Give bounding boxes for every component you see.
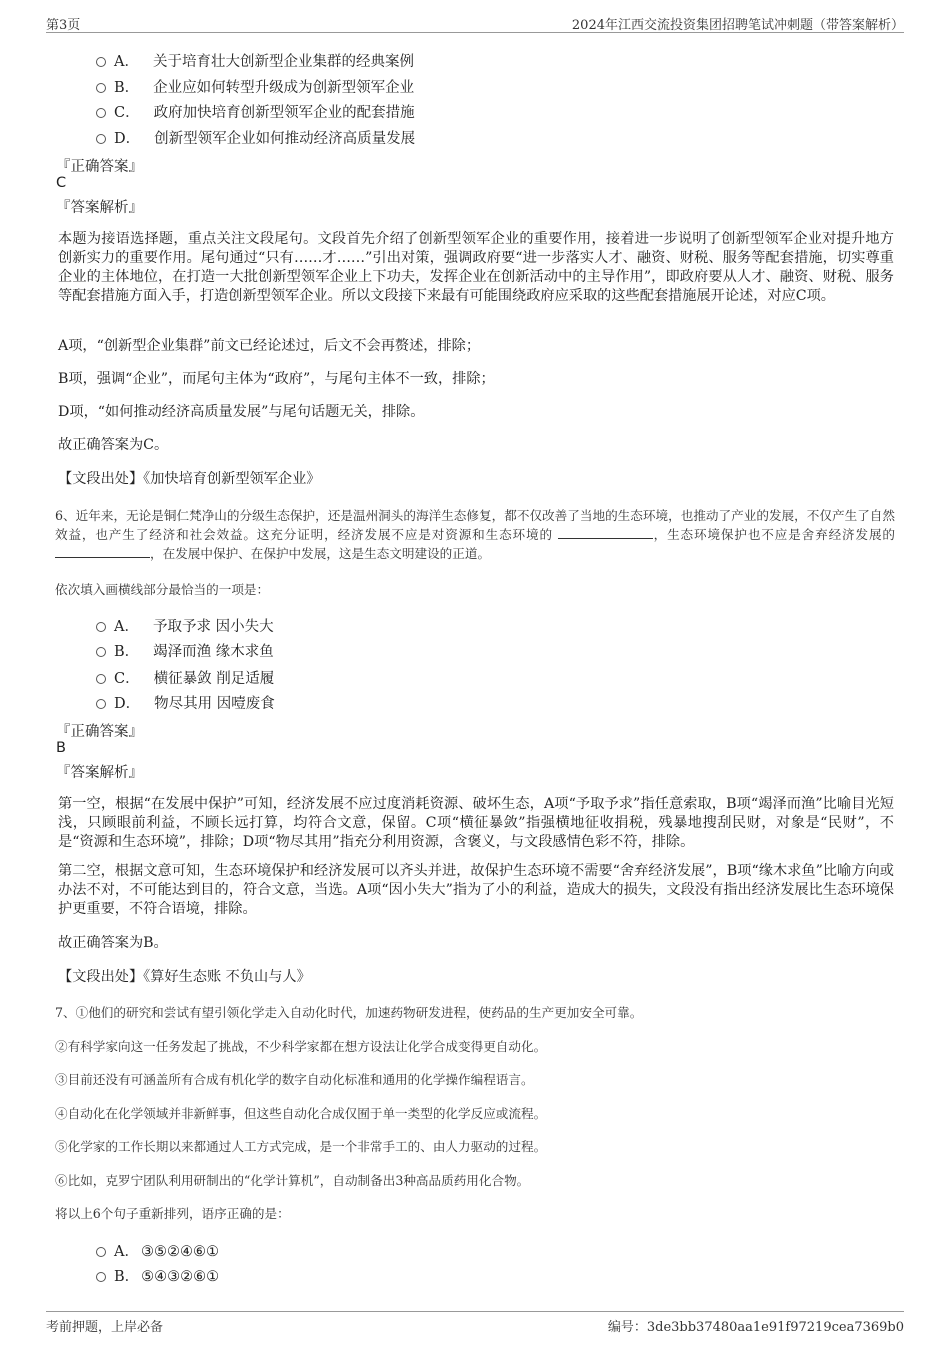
radio-icon[interactable]: [96, 1272, 106, 1282]
q7-option-b[interactable]: B． ⑤④③②⑥①: [96, 1265, 219, 1286]
q5-answer: C: [56, 175, 67, 191]
q5-analysis-paragraph: B项，强调“企业”，而尾句主体为“政府”，与尾句主体不一致，排除；: [58, 371, 495, 387]
q6-analysis-paragraph: 第二空，根据文意可知，生态环境保护和经济发展可以齐头并进，故保护生态环境不需要“舍弃经济发展”，B项“缘木求鱼”比喻方向或办法不对，不可能达到目的，符合文意，当选。A项“因小失大”指为了小的利益，造成大的损失，文段没有指出经济发展比生态环境保护更重要，不符合语境，排除。: [58, 863, 894, 917]
q5-analysis-paragraph: A项，“创新型企业集群”前文已经论述过，后文不会再赘述，排除；: [58, 338, 481, 354]
page-footer: [46, 1311, 904, 1336]
q6-stem: 6、近年来，无论是铜仁梵净山的分级生态保护，还是温州洞头的海洋生态修复，都不仅改善了当地的生态环境，也推动了产业的发展，不仅产生了自然效益，也产生了经济和社会效益。这充分证明，经济发展不应是对资源和生态环境的 ，生态环境保护也不应是舍弃经济发展的 ，在发展中保护、在保护中发展，这是生态文明建设的正道。: [55, 508, 896, 561]
q7-sentence: ④自动化在化学领域并非新鲜事，但这些自动化合成仅囿于单一类型的化学反应或流程。: [55, 1106, 547, 1121]
q7-option-a[interactable]: A． ③⑤②④⑥①: [96, 1240, 219, 1261]
q6-option-d[interactable]: D． 物尽其用 因噎废食: [96, 692, 275, 713]
page-number: 第3页: [46, 18, 81, 33]
fill-blank: [558, 526, 653, 539]
q5-option-d[interactable]: D． 创新型领军企业如何推动经济高质量发展: [96, 127, 415, 148]
q5-analysis-paragraph: 本题为接语选择题，重点关注文段尾句。文段首先介绍了创新型领军企业的重要作用，接着进一步说明了创新型领军企业对提升地方创新实力的重要作用。尾句通过“只有……才……”引出对策，强调政府要“进一步落实人才、融资、财税、服务等配套措施，切实尊重企业的主体地位，在打造一大批创新型领军企业上下功夫，发挥企业在创新活动中的主导作用”，即政府要从人才、融资、财税、服务等配套措施方面入手，打造创新型领军企业。所以文段接下来最有可能围绕政府应采取的这些配套措施展开论述，对应C项。: [58, 231, 894, 304]
q6-analysis-paragraph: 第一空，根据“在发展中保护”可知，经济发展不应过度消耗资源、破坏生态，A项“予取予求”指任意索取，B项“竭泽而渔”比喻目光短浅，只顾眼前利益，不顾长远打算，均符合文意，保留。C项“横征暴敛”指强横地征收捐税，残暴地搜刮民财，对象是“民财”，不是“资源和生态环境”，排除；D项“物尽其用”指充分利用资源，含褒义，与文段感情色彩不符，排除。: [58, 796, 894, 850]
q5-source: 【文段出处】《加快培育创新型领军企业》: [58, 471, 321, 487]
document-title: 2024年江西交流投资集团招聘笔试冲刺题（带答案解析）: [571, 18, 904, 33]
q5-option-b[interactable]: B． 企业应如何转型升级成为创新型领军企业: [96, 76, 414, 97]
radio-icon[interactable]: [96, 1247, 106, 1257]
q7-sentence: ⑤化学家的工作长期以来都通过人工方式完成，是一个非常手工的、由人力驱动的过程。: [55, 1139, 547, 1154]
radio-icon[interactable]: [96, 622, 106, 632]
q6-source: 【文段出处】《算好生态账 不负山与人》: [58, 969, 311, 985]
q5-analysis-paragraph: 故正确答案为C。: [58, 437, 169, 453]
q6-option-c[interactable]: C． 横征暴敛 削足适履: [96, 667, 274, 688]
radio-icon[interactable]: [96, 674, 106, 684]
radio-icon[interactable]: [96, 699, 106, 709]
q7-sentence: 7、①他们的研究和尝试有望引领化学走入自动化时代，加速药物研发进程，使药品的生产更加安全可靠。: [55, 1005, 643, 1020]
q6-option-b[interactable]: B． 竭泽而渔 缘木求鱼: [96, 640, 274, 661]
radio-icon[interactable]: [96, 83, 106, 93]
q5-analysis-paragraph: D项，“如何推动经济高质量发展”与尾句话题无关，排除。: [58, 404, 425, 420]
q5-answer-label: 『正确答案』: [56, 159, 143, 175]
q6-answer: B: [56, 740, 66, 756]
q5-option-a[interactable]: A． 关于培育壮大创新型企业集群的经典案例: [96, 50, 414, 71]
q6-answer-label: 『正确答案』: [56, 724, 143, 740]
radio-icon[interactable]: [96, 647, 106, 657]
radio-icon[interactable]: [96, 108, 106, 118]
document-code: 编号：3de3bb37480aa1e91f97219cea7369b0: [607, 1320, 904, 1335]
q6-prompt: 依次填入画横线部分最恰当的一项是：: [55, 582, 270, 597]
q6-analysis-label: 『答案解析』: [56, 765, 143, 781]
q7-sentence: ⑥比如，克罗宁团队利用研制出的“化学计算机”，自动制备出3种高品质药用化合物。: [55, 1173, 530, 1188]
page-header: [46, 12, 904, 33]
q7-sentence: ②有科学家向这一任务发起了挑战，不少科学家都在想方设法让化学合成变得更自动化。: [55, 1039, 547, 1054]
q7-sentence: ③目前还没有可涵盖所有合成有机化学的数字自动化标准和通用的化学操作编程语言。: [55, 1072, 534, 1087]
q5-option-c[interactable]: C． 政府加快培育创新型领军企业的配套措施: [96, 101, 415, 122]
q6-option-a[interactable]: A． 予取予求 因小失大: [96, 615, 274, 636]
radio-icon[interactable]: [96, 57, 106, 67]
fill-blank: [55, 545, 150, 558]
q5-analysis-label: 『答案解析』: [56, 200, 143, 216]
q6-analysis-paragraph: 故正确答案为B。: [58, 935, 168, 951]
radio-icon[interactable]: [96, 134, 106, 144]
q7-prompt: 将以上6个句子重新排列，语序正确的是：: [55, 1206, 290, 1221]
footer-slogan: 考前押题，上岸必备: [46, 1320, 164, 1335]
